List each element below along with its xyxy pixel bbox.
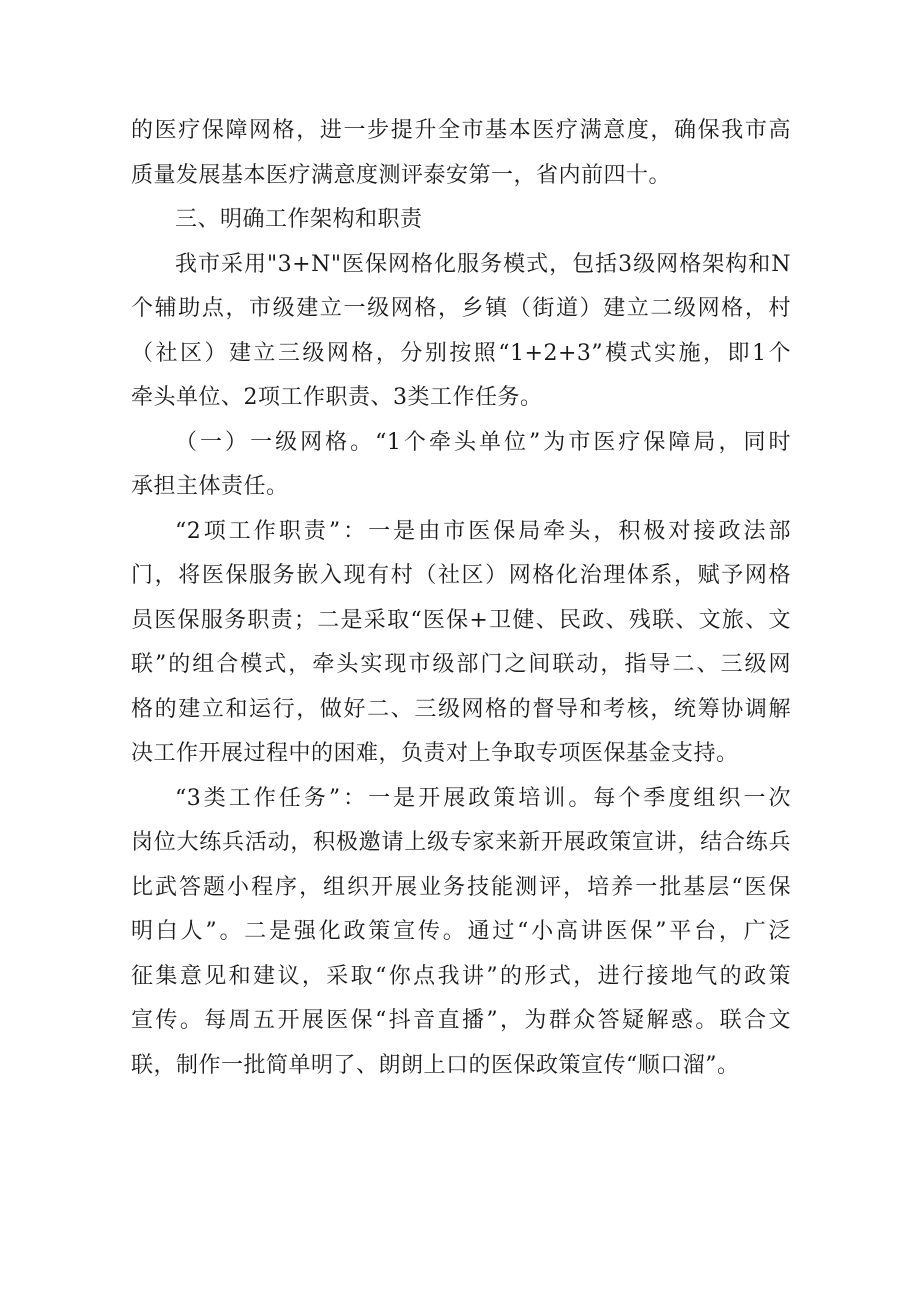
paragraph-continuation xyxy=(131,109,791,198)
text-line: （一）一级网格。“1个牵头单位”为市医疗保障局，同时 xyxy=(175,429,791,455)
text-line: 承担主体责任。 xyxy=(131,474,289,499)
text-line: “3类工作任务”：一是开展政策培训。每个季度组织一次 xyxy=(175,785,791,811)
heading-text: 三、明确工作架构和职责 xyxy=(175,207,423,232)
paragraph-level-one-grid xyxy=(131,421,791,510)
text-line: 决工作开展过程中的困难，负责对上争取专项医保基金支持。 xyxy=(131,741,739,766)
text-line: 我市采用"3+N"医保网格化服务模式，包括3级网格架构和N xyxy=(175,251,791,277)
text-line: 岗位大练兵活动，积极邀请上级专家来新开展政策宣讲，结合练兵 xyxy=(131,830,791,855)
paragraph-framework xyxy=(131,243,791,421)
text-line: 牵头单位、2项工作职责、3类工作任务。 xyxy=(131,385,543,410)
text-line: 联，制作一批简单明了、朗朗上口的医保政策宣传“顺口溜”。 xyxy=(131,1052,740,1078)
text-line: 格的建立和运行，做好二、三级网格的督导和考核，统筹协调解 xyxy=(131,696,791,722)
paragraph-two-duties xyxy=(131,510,791,777)
text-line: 宣传。每周五开展医保“抖音直播”，为群众答疑解惑。联合文 xyxy=(131,1008,791,1033)
text-line: 质量发展基本医疗满意度测评泰安第一，省内前四十。 xyxy=(131,162,672,188)
text-line: 联”的组合模式，牵头实现市级部门之间联动，指导二、三级网 xyxy=(131,652,791,677)
text-line: 个辅助点，市级建立一级网格，乡镇（街道）建立二级网格，村 xyxy=(131,296,791,321)
document-body xyxy=(131,109,791,1088)
section-heading xyxy=(131,198,791,243)
text-line: “2项工作职责”：一是由市医保局牵头，积极对接政法部 xyxy=(175,518,791,544)
text-line: 比武答题小程序，组织开展业务技能测评，培养一批基层“医保 xyxy=(131,874,791,900)
text-line: 的医疗保障网格，进一步提升全市基本医疗满意度，确保我市高 xyxy=(131,118,791,143)
text-line: （社区）建立三级网格，分别按照“1+2+3”模式实施，即1个 xyxy=(131,340,791,366)
text-line: 员医保服务职责；二是采取“医保+卫健、民政、残联、文旅、文 xyxy=(131,607,791,633)
text-line: 门，将医保服务嵌入现有村（社区）网格化治理体系，赋予网格 xyxy=(131,563,791,588)
text-line: 征集意见和建议，采取“你点我讲”的形式，进行接地气的政策 xyxy=(131,963,791,989)
paragraph-three-tasks xyxy=(131,777,791,1089)
text-line: 明白人”。二是强化政策宣传。通过“小高讲医保”平台，广泛 xyxy=(131,919,791,944)
